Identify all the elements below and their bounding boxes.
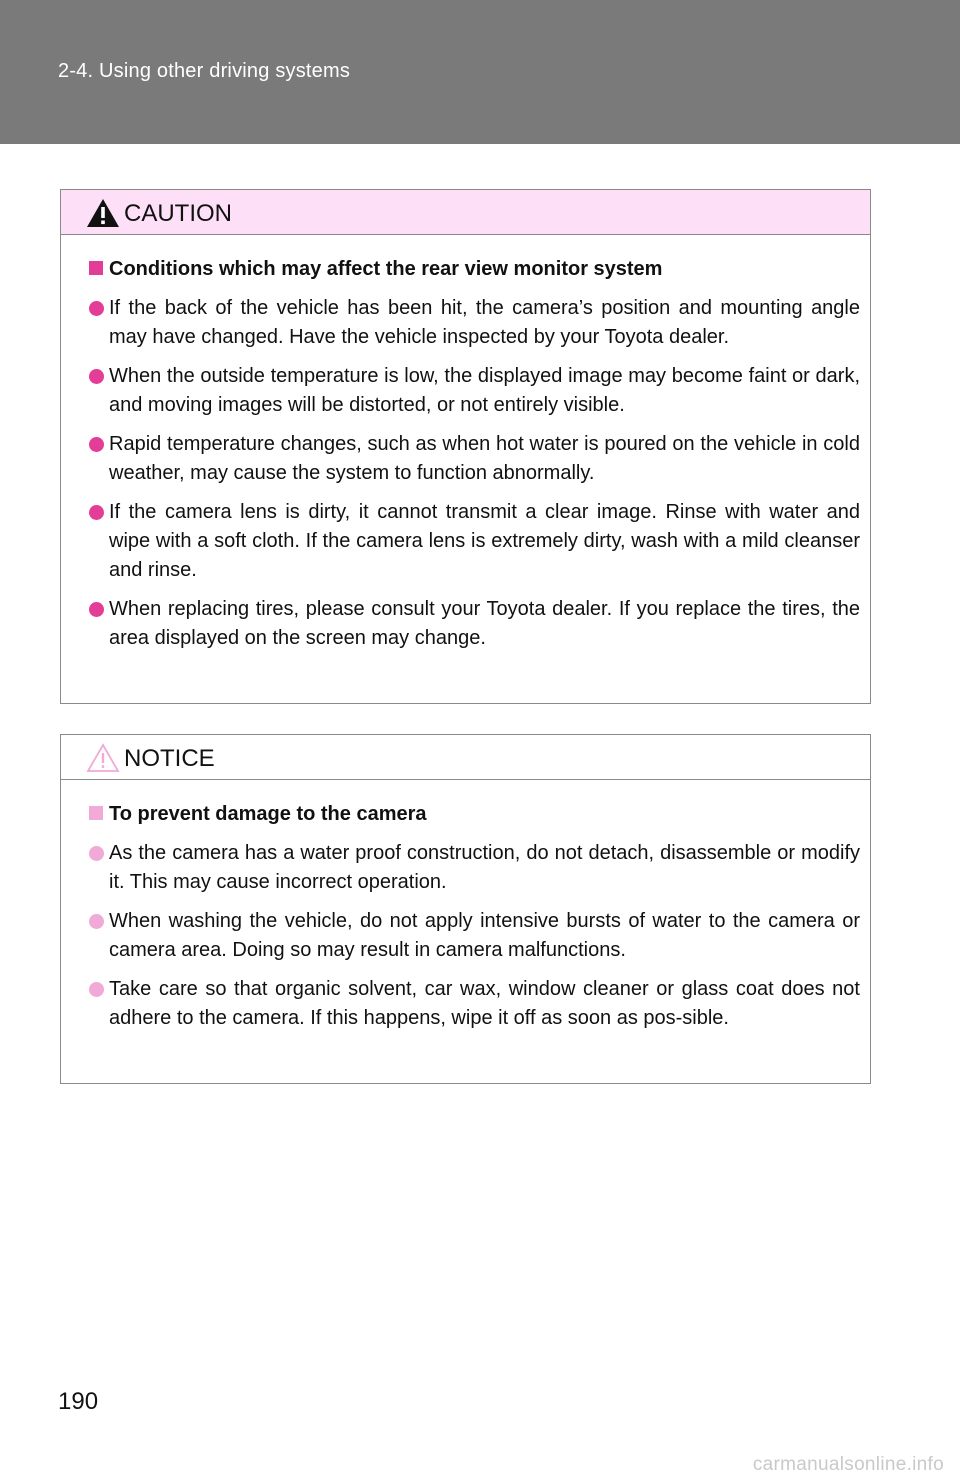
round-bullet-icon xyxy=(89,602,104,617)
caution-bullet: If the back of the vehicle has been hit, the camera’s position and mounting angle may have changed. Have the vehicle inspected by your Toyota dealer. xyxy=(89,294,860,352)
notice-title: NOTICE xyxy=(124,745,215,772)
notice-body xyxy=(61,780,870,1069)
warning-triangle-outline-icon xyxy=(86,743,120,773)
section-title: 2-4. Using other driving systems xyxy=(58,60,351,82)
caution-bullet: If the camera lens is dirty, it cannot transmit a clear image. Rinse with water and wipe with a soft cloth. If the camera lens is extremely dirty, wash with a mild cleanser and rinse. xyxy=(89,498,860,585)
round-bullet-icon xyxy=(89,505,104,520)
header-bar xyxy=(0,0,960,144)
notice-bullet: As the camera has a water proof construction, do not detach, disassemble or modify it. This may cause incorrect operation. xyxy=(89,839,860,897)
square-bullet-icon xyxy=(89,261,103,275)
notice-subheading: To prevent damage to the camera xyxy=(89,800,860,829)
caution-subheading: Conditions which may affect the rear view monitor system xyxy=(89,255,860,284)
watermark: carmanualsonline.info xyxy=(752,1454,944,1475)
caution-bullet: When replacing tires, please consult your Toyota dealer. If you replace the tires, the area displayed on the screen may change. xyxy=(89,595,860,653)
caution-body xyxy=(61,235,870,689)
caution-bullet: When the outside temperature is low, the displayed image may become faint or dark, and moving images will be distorted, or not entirely visible. xyxy=(89,362,860,420)
notice-header xyxy=(61,735,870,780)
caution-box xyxy=(60,189,871,704)
round-bullet-icon xyxy=(89,301,104,316)
caution-title: CAUTION xyxy=(124,200,232,227)
warning-triangle-icon xyxy=(86,198,120,228)
page-number: 190 xyxy=(58,1388,99,1415)
round-bullet-icon xyxy=(89,437,104,452)
caution-bullet: Rapid temperature changes, such as when hot water is poured on the vehicle in cold weather, may cause the system to function abnormally. xyxy=(89,430,860,488)
notice-box xyxy=(60,734,871,1084)
notice-bullet: Take care so that organic solvent, car wax, window cleaner or glass coat does not adhere to the camera. If this happens, wipe it off as soon as pos-sible. xyxy=(89,975,860,1033)
square-bullet-icon xyxy=(89,806,103,820)
round-bullet-icon xyxy=(89,846,104,861)
caution-header xyxy=(61,190,870,235)
notice-bullet: When washing the vehicle, do not apply intensive bursts of water to the camera or camera area. Doing so may result in camera malfunctions. xyxy=(89,907,860,965)
round-bullet-icon xyxy=(89,982,104,997)
round-bullet-icon xyxy=(89,369,104,384)
round-bullet-icon xyxy=(89,914,104,929)
